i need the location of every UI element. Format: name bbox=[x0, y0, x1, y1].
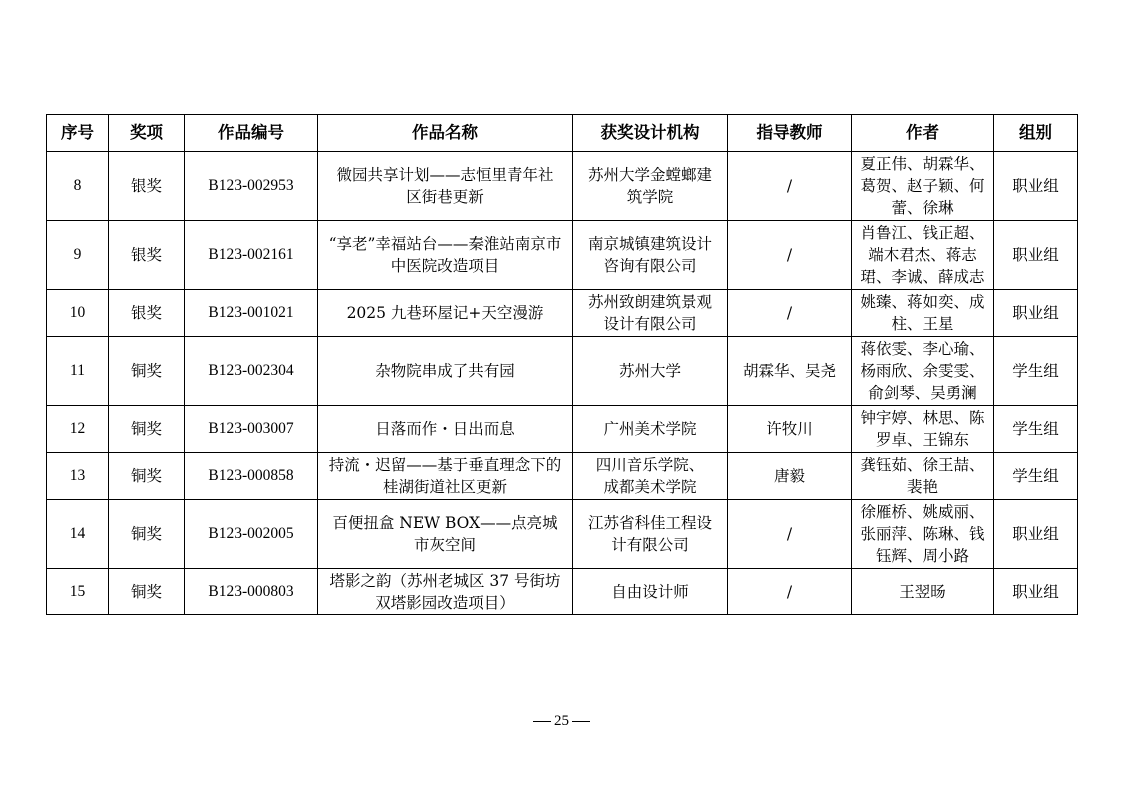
cell-no: 10 bbox=[47, 290, 109, 337]
page-number: 25 bbox=[554, 713, 569, 729]
cell-org: 广州美术学院 bbox=[573, 406, 728, 453]
cell-code: B123-002005 bbox=[185, 500, 318, 569]
cell-advisor: / bbox=[728, 569, 852, 615]
cell-group: 学生组 bbox=[994, 337, 1078, 406]
header-award: 奖项 bbox=[109, 115, 185, 152]
cell-award: 银奖 bbox=[109, 290, 185, 337]
cell-no: 14 bbox=[47, 500, 109, 569]
cell-code: B123-003007 bbox=[185, 406, 318, 453]
cell-no: 9 bbox=[47, 221, 109, 290]
cell-title: 日落而作・日出而息 bbox=[318, 406, 573, 453]
header-row bbox=[47, 115, 1078, 152]
cell-award: 铜奖 bbox=[109, 569, 185, 615]
table-row bbox=[47, 406, 1078, 453]
cell-title: 2025 九巷环屋记+天空漫游 bbox=[318, 290, 573, 337]
cell-group: 学生组 bbox=[994, 453, 1078, 500]
cell-authors: 肖鲁江、钱正超、端木君杰、蒋志珺、李诚、薛成志 bbox=[852, 221, 994, 290]
cell-authors: 蒋依雯、李心瑜、杨雨欣、余雯雯、俞剑琴、吴勇澜 bbox=[852, 337, 994, 406]
cell-authors: 钟宇婷、林思、陈罗卓、王锦东 bbox=[852, 406, 994, 453]
cell-advisor: 唐毅 bbox=[728, 453, 852, 500]
cell-code: B123-000858 bbox=[185, 453, 318, 500]
cell-award: 铜奖 bbox=[109, 453, 185, 500]
header-no: 序号 bbox=[47, 115, 109, 152]
cell-authors: 徐雁桥、姚威丽、张丽萍、陈琳、钱钰辉、周小路 bbox=[852, 500, 994, 569]
cell-award: 银奖 bbox=[109, 221, 185, 290]
cell-code: B123-001021 bbox=[185, 290, 318, 337]
cell-org: 苏州致朗建筑景观设计有限公司 bbox=[573, 290, 728, 337]
cell-no: 11 bbox=[47, 337, 109, 406]
cell-award: 铜奖 bbox=[109, 406, 185, 453]
header-title: 作品名称 bbox=[318, 115, 573, 152]
cell-org: 南京城镇建筑设计咨询有限公司 bbox=[573, 221, 728, 290]
table-row bbox=[47, 152, 1078, 221]
cell-org: 四川音乐学院、成都美术学院 bbox=[573, 453, 728, 500]
cell-group: 学生组 bbox=[994, 406, 1078, 453]
cell-org: 自由设计师 bbox=[573, 569, 728, 615]
table-row bbox=[47, 500, 1078, 569]
cell-group: 职业组 bbox=[994, 152, 1078, 221]
header-advisor: 指导教师 bbox=[728, 115, 852, 152]
cell-no: 8 bbox=[47, 152, 109, 221]
cell-advisor: 胡霖华、吴尧 bbox=[728, 337, 852, 406]
cell-group: 职业组 bbox=[994, 500, 1078, 569]
cell-advisor: / bbox=[728, 221, 852, 290]
header-group: 组别 bbox=[994, 115, 1078, 152]
cell-advisor: / bbox=[728, 152, 852, 221]
cell-award: 银奖 bbox=[109, 152, 185, 221]
cell-title: “享老”幸福站台——秦淮站南京市中医院改造项目 bbox=[318, 221, 573, 290]
cell-code: B123-002953 bbox=[185, 152, 318, 221]
cell-org: 苏州大学金螳螂建筑学院 bbox=[573, 152, 728, 221]
cell-code: B123-000803 bbox=[185, 569, 318, 615]
cell-title: 百便扭盒 NEW BOX——点亮城市灰空间 bbox=[318, 500, 573, 569]
table-row bbox=[47, 569, 1078, 615]
footer-dash-right bbox=[572, 721, 590, 722]
cell-title: 塔影之韵（苏州老城区 37 号街坊双塔影园改造项目） bbox=[318, 569, 573, 615]
cell-advisor: / bbox=[728, 290, 852, 337]
cell-group: 职业组 bbox=[994, 569, 1078, 615]
cell-advisor: 许牧川 bbox=[728, 406, 852, 453]
cell-authors: 姚臻、蒋如奕、成柱、王星 bbox=[852, 290, 994, 337]
page-footer bbox=[0, 713, 1123, 730]
footer-dash-left bbox=[533, 721, 551, 722]
cell-group: 职业组 bbox=[994, 221, 1078, 290]
cell-no: 15 bbox=[47, 569, 109, 615]
header-code: 作品编号 bbox=[185, 115, 318, 152]
table-row bbox=[47, 221, 1078, 290]
cell-code: B123-002304 bbox=[185, 337, 318, 406]
cell-authors: 龚钰茹、徐王喆、裴艳 bbox=[852, 453, 994, 500]
header-authors: 作者 bbox=[852, 115, 994, 152]
table-row bbox=[47, 453, 1078, 500]
cell-org: 江苏省科佳工程设计有限公司 bbox=[573, 500, 728, 569]
cell-award: 铜奖 bbox=[109, 337, 185, 406]
cell-authors: 王翌旸 bbox=[852, 569, 994, 615]
cell-authors: 夏正伟、胡霖华、葛贺、赵子颖、何蕾、徐琳 bbox=[852, 152, 994, 221]
table-row bbox=[47, 337, 1078, 406]
cell-group: 职业组 bbox=[994, 290, 1078, 337]
cell-no: 13 bbox=[47, 453, 109, 500]
cell-title: 微园共享计划——志恒里青年社区街巷更新 bbox=[318, 152, 573, 221]
awards-table bbox=[46, 114, 1078, 615]
header-org: 获奖设计机构 bbox=[573, 115, 728, 152]
cell-advisor: / bbox=[728, 500, 852, 569]
cell-code: B123-002161 bbox=[185, 221, 318, 290]
cell-no: 12 bbox=[47, 406, 109, 453]
table-header bbox=[47, 115, 1078, 152]
cell-title: 持流・迟留——基于垂直理念下的桂湖街道社区更新 bbox=[318, 453, 573, 500]
table-body bbox=[47, 152, 1078, 615]
cell-award: 铜奖 bbox=[109, 500, 185, 569]
cell-org: 苏州大学 bbox=[573, 337, 728, 406]
cell-title: 杂物院串成了共有园 bbox=[318, 337, 573, 406]
table-row bbox=[47, 290, 1078, 337]
